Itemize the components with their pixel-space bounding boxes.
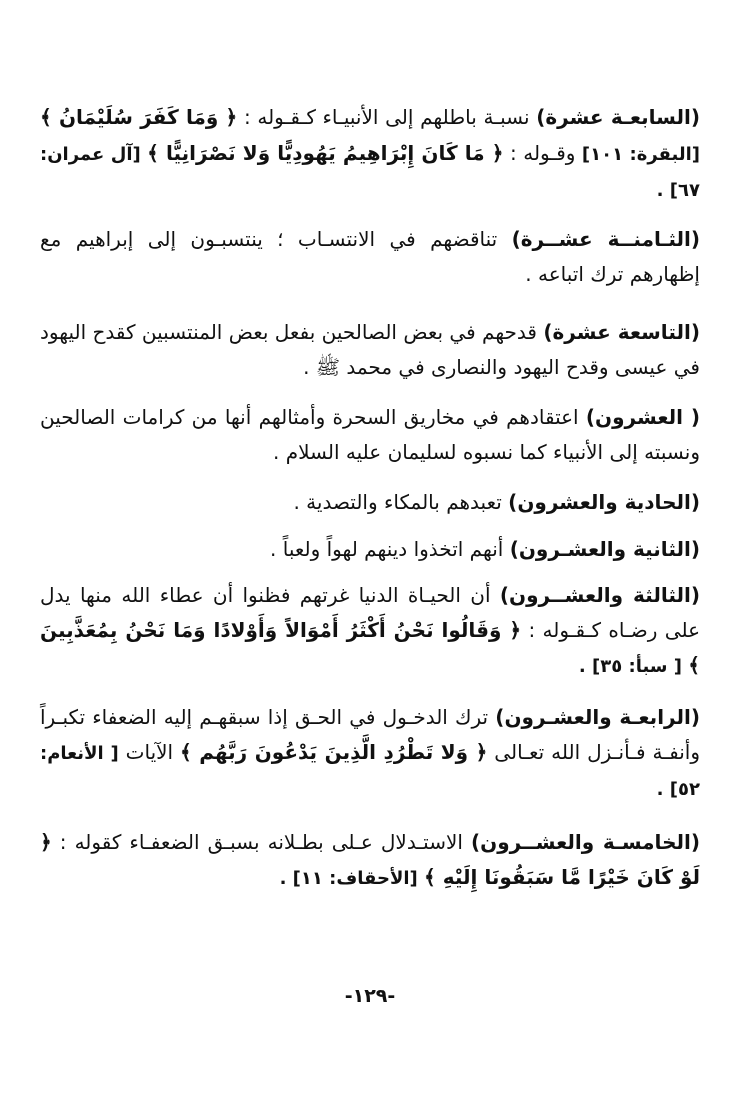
paragraph-label: (الخامسـة والعشــرون) bbox=[471, 830, 700, 854]
quran-quote: ﴿ وَقَالُوا نَحْنُ أَكْثَرُ أَمْوَالاً وَأَوْلادًا وَمَا نَحْنُ بِمُعَذَّبِينَ ﴾ bbox=[40, 618, 700, 677]
quran-quote: ﴿ لَوْ كَانَ خَيْرًا مَّا سَبَقُونَا إِلَيْهِ ﴾ bbox=[40, 830, 700, 889]
paragraph-text: اعتقادهم في مخاريق السحرة وأمثالهم أنها من كرامات الصالحين ونسبته إلى الأنبياء كما نسبوه لسليمان عليه السلام . bbox=[40, 405, 700, 464]
paragraph-24 bbox=[40, 700, 700, 807]
paragraph-text: تناقضهم في الانتسـاب ؛ ينتسبـون إلى إبراهيم مع إظهارهم ترك اتباعه . bbox=[40, 227, 700, 286]
paragraph-text: قدحهم في بعض الصالحين بفعل بعض المنتسبين كقدح اليهود في عيسى وقدح اليهود والنصارى في محمد ﷺ . bbox=[40, 320, 700, 379]
paragraph-text: الاستـدلال عـلى بطـلانه بسبـق الضعفـاء كقوله : bbox=[51, 830, 471, 854]
paragraph-22 bbox=[40, 532, 700, 567]
quran-quote: ﴿ مَا كَانَ إِبْرَاهِيمُ يَهُودِيًّا وَلا نَصْرَانِيًّا ﴾ bbox=[147, 141, 504, 165]
document-page bbox=[40, 80, 700, 1080]
paragraph-23 bbox=[40, 578, 700, 684]
quran-quote: ﴿ وَلا تَطْرُدِ الَّذِينَ يَدْعُونَ رَبَّهُم ﴾ bbox=[180, 740, 488, 764]
paragraph-text: أنهم اتخذوا دينهم لهواً ولعباً . bbox=[270, 537, 510, 561]
paragraph-text: وقـوله : bbox=[503, 141, 576, 165]
paragraph-label: (الحادية والعشرون) bbox=[508, 490, 700, 514]
quran-reference: [ سبأ: ٣٥] . bbox=[578, 656, 689, 677]
paragraph-25 bbox=[40, 825, 700, 896]
quran-reference: [الأحقاف: ١١] . bbox=[279, 868, 425, 889]
paragraph-label: (التاسعة عشرة) bbox=[543, 320, 700, 344]
quran-reference: [ الأنعام: ٥٢] . bbox=[40, 743, 700, 800]
paragraph-text: ترك الدخـول في الحـق إذا سبقهـم إليه الضعفاء تكبـراً وأنفـة فـأنـزل الله تعـالى bbox=[40, 705, 701, 764]
paragraph-19 bbox=[40, 315, 700, 385]
paragraph-18 bbox=[40, 222, 700, 292]
paragraph-label: ( العشرون) bbox=[585, 405, 700, 429]
quran-reference: [آل عمران: ٦٧] . bbox=[40, 144, 700, 201]
quran-quote: ﴿ وَمَا كَفَرَ سُلَيْمَانُ ﴾ bbox=[40, 105, 238, 129]
paragraph-text: تعبدهم بالمكاء والتصدية . bbox=[293, 490, 509, 514]
page-number: -١٢٩- bbox=[344, 985, 396, 1007]
paragraph-label: (الثالثة والعشــرون) bbox=[499, 583, 701, 607]
paragraph-17 bbox=[40, 100, 700, 208]
quran-reference: [البقرة: ١٠١] bbox=[575, 144, 700, 165]
paragraph-label: (الثانية والعشـرون) bbox=[509, 537, 700, 561]
paragraph-text: نسبـة باطلهم إلى الأنبيـاء كـقـوله : bbox=[237, 105, 537, 129]
paragraph-text: أن الحيـاة الدنيا غرتهم فظنوا أن عطاء الله منها يدل على رضـاه كـقـوله : bbox=[40, 583, 700, 642]
paragraph-label: (الثـامنــة عشــرة) bbox=[511, 227, 700, 251]
paragraph-label: (السابعـة عشرة) bbox=[536, 105, 700, 129]
paragraph-21 bbox=[40, 485, 700, 520]
paragraph-text: الآيات bbox=[118, 740, 181, 764]
paragraph-20 bbox=[40, 400, 700, 470]
paragraph-label: (الرابعـة والعشـرون) bbox=[495, 705, 700, 729]
